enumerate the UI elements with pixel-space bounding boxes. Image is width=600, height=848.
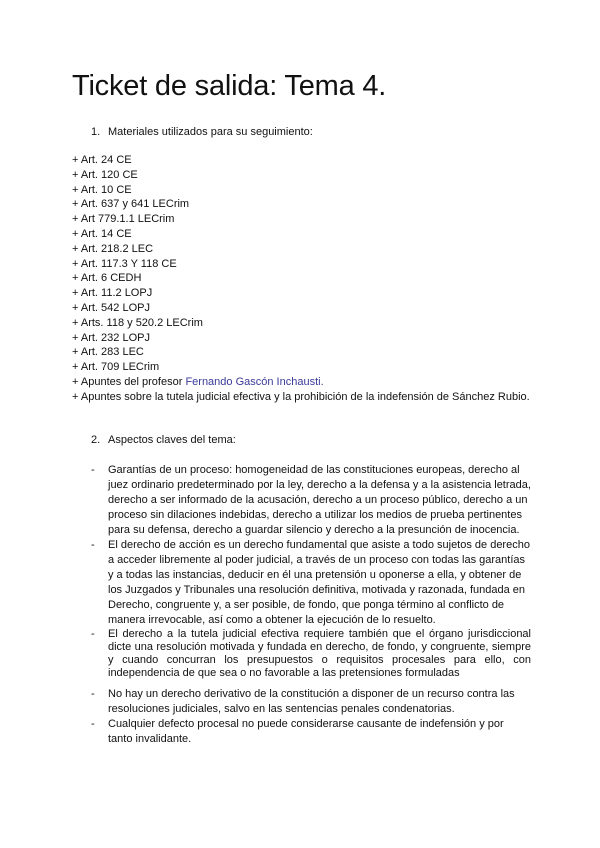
list-item: + Art. 120 CE	[72, 168, 138, 181]
key-point: - No hay un derecho derivativo de la constitución a disponer de un recurso contra las resoluciones judiciales, salvo en las sentencias penales condenatorias.	[91, 687, 531, 717]
section-2-heading	[91, 434, 236, 446]
materials-list	[72, 153, 542, 405]
list-item: + Art. 542 LOPJ	[72, 301, 150, 314]
section-1-number: 1.	[91, 126, 101, 138]
list-item: + Art. 6 CEDH	[72, 272, 142, 285]
key-points-list	[91, 463, 531, 747]
page-title: Ticket de salida: Tema 4.	[72, 70, 387, 102]
key-point: - El derecho de acción es un derecho fundamental que asiste a todo sujetos de derecho a acceder libremente al poder judicial, a través de un proceso con todas las garantías y a todas las instancias, deducir en él una pretensión u oponerse a ella, y obtener de los Juzgados y Tribunales una resolución definitiva, motivada y razonada, fundada en Derecho, congruente y, a ser posible, de fondo, que ponga término al conflicto de manera irrevocable, así como a obtener la ejecución de lo resuelto.	[91, 538, 531, 628]
section-2-number: 2.	[91, 434, 101, 446]
section-1-heading-text: Materiales utilizados para su seguimiento:	[108, 126, 313, 138]
list-item: + Arts. 118 y 520.2 LECrim	[72, 316, 203, 329]
list-item: + Art. 218.2 LEC	[72, 242, 154, 255]
list-item: + Art 779.1.1 LECrim	[72, 213, 175, 226]
list-item: + Art. 637 y 641 LECrim	[72, 198, 190, 211]
list-item: + Art. 709 LECrim	[72, 361, 160, 374]
list-item: + Art. 11.2 LOPJ	[72, 287, 153, 300]
list-item: + Art. 283 LEC	[72, 346, 144, 359]
list-item: + Art. 24 CE	[72, 154, 132, 166]
key-point: - Cualquier defecto procesal no puede considerarse causante de indefensión y por tanto invalidante.	[91, 717, 531, 747]
list-item: + Art. 14 CE	[72, 227, 132, 240]
key-point: - Garantías de un proceso: homogeneidad de las constituciones europeas, derecho al juez ordinario predeterminado por la ley, derecho a la defensa y a la asistencia letrada, derecho a ser informado de la acusación, derecho a un proceso público, derecho a un proceso sin dilaciones indebidas, derecho a utilizar los medios de prueba pertinentes para su defensa, derecho a guardar silencio y derecho a la presunción de inocencia.	[91, 463, 531, 538]
professor-name: Fernando Gascón Inchausti.	[185, 375, 324, 388]
list-item: + Art. 232 LOPJ	[72, 331, 150, 344]
list-item: + Art. 10 CE	[72, 183, 132, 196]
key-point: - El derecho a la tutela judicial efectiva requiere también que el órgano jurisdiccional dicte una resolución motivada y fundada en derecho, de fondo, y congruente, siempre y cuando concurran los presupuestos o requisitos procesales para ello, con independencia de que sea o no favorable a las pretensiones formuladas	[91, 628, 531, 680]
list-item: + Apuntes sobre la tutela judicial efectiva y la prohibición de la indefensión de Sánchez Rubio.	[72, 390, 530, 403]
section-2-heading-text: Aspectos claves del tema:	[108, 434, 236, 446]
list-item: + Art. 117.3 Y 118 CE	[72, 257, 177, 270]
professor-prefix: + Apuntes del profesor	[72, 375, 186, 388]
professor-notes-item	[72, 375, 542, 390]
section-1-heading	[91, 126, 313, 138]
